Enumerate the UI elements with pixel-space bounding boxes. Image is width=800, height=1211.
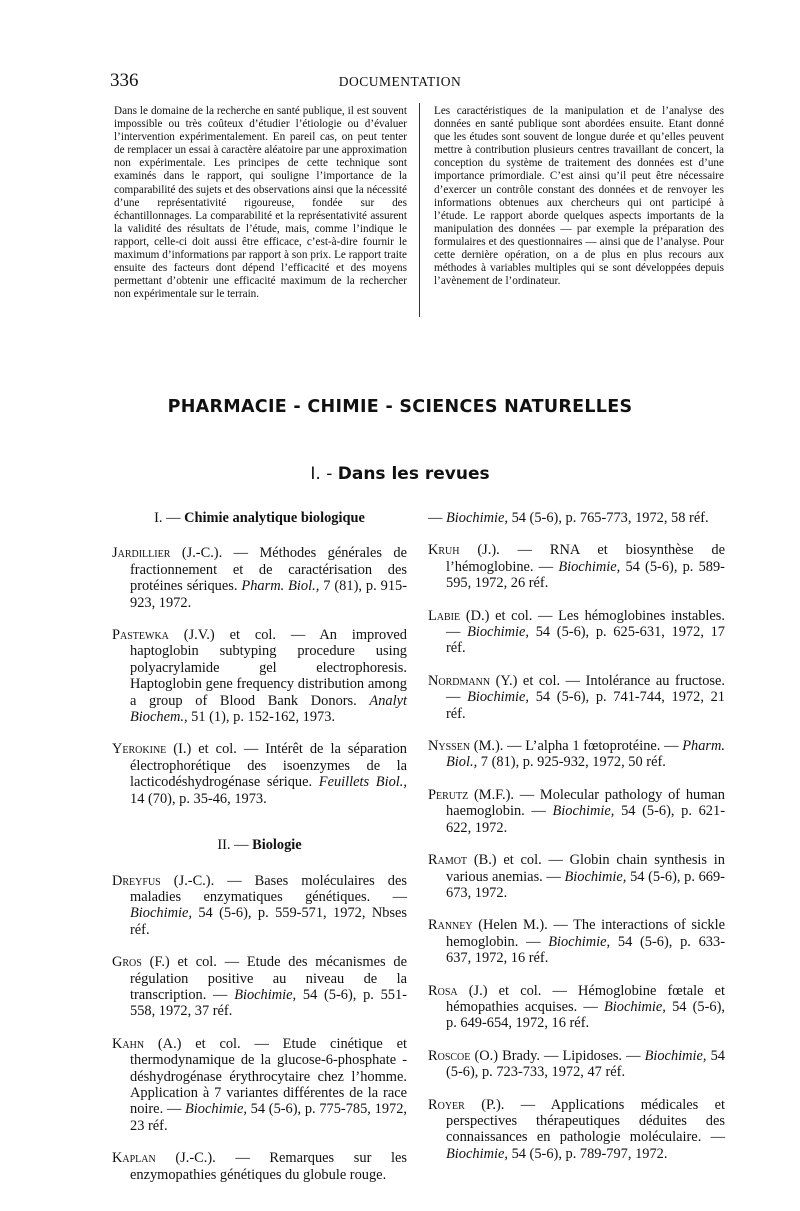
reference-entry: Labie (D.) et col. — Les hémoglobines instables. — Biochimie, 54 (5-6), p. 625-631, 1972, 17 réf. [428,607,725,657]
running-title: DOCUMENTATION [338,74,462,89]
reference-entry: Nyssen (M.). — L’alpha 1 fœtoprotéine. — Pharm. Biol., 7 (81), p. 925-932, 1972, 50 réf. [428,738,725,771]
reference-entry: Kaplan (J.-C.). — Remarques sur les enzymopathies génétiques du globule rouge. [112,1150,407,1183]
abstract-right: Les caractéristiques de la manipulation et de l’analyse des données en santé publique sont abordées ensuite. Etant donné que les études sont souvent de longue durée et qu’elles peuvent mettre à contribution plusieurs centres travaillant de concert, la conception du système de traitement des données est d’une importance primordiale. C’est ainsi qu’il peut être nécessaire d’exercer un contrôle constant des données et de renvoyer les informations obtenues aux chercheurs qui ont participé à l’étude. Le rapport aborde quelques aspects importants de la manipulation des données — par exemple la préparation des formulaires et des questionnaires — ainsi que de l’analyse. Pour cette dernière opération, on a de plus en plus recours aux méthodes à variables multiples qui se sont développées depuis l’avènement de l’ordinateur. [434,105,724,288]
reference-entry: Nordmann (Y.) et col. — Intolérance au fructose. — Biochimie, 54 (5-6), p. 741-744, 1972, 21 réf. [428,672,725,722]
reference-continuation: — Biochimie, 54 (5-6), p. 765-773, 1972, 58 réf. [428,510,709,526]
page-number: 336 [110,70,139,91]
reference-entry: Roscoe (O.) Brady. — Lipidoses. — Biochimie, 54 (5-6), p. 723-733, 1972, 47 réf. [428,1047,725,1081]
reference-entry: Ramot (B.) et col. — Globin chain synthesis in various anemias. — Biochimie, 54 (5-6), p. 669-673, 1972. [428,852,725,901]
reference-entry: Jardillier (J.-C.). — Méthodes générales de fractionnement et de caractérisation des protéines sériques. Pharm. Biol., 7 (81), p. 915-923, 1972. [112,545,408,611]
reference-entry: Gros (F.) et col. — Etude des mécanismes de régulation positive au niveau de la transcription. — Biochimie, 54 (5-6), p. 551-558, 1972, 37 réf. [112,954,407,1020]
heading-chimie-analytique: I. — Chimie analytique biologique [154,510,365,526]
left-column [112,510,407,1199]
reference-entry: Royer (P.). — Applications médicales et perspectives thérapeutiques déduites des connaissances en pathologie moléculaire. — Biochimie, 54 (5-6), p. 789-797, 1972. [428,1096,725,1162]
subsection-label: Dans les revues [337,464,490,484]
right-column [428,510,725,1178]
reference-entry: Rosa (J.) et col. — Hémoglobine fœtale et hémopathies acquises. — Biochimie, 54 (5-6), p. 649-654, 1972, 16 réf. [428,982,726,1032]
reference-entry: Dreyfus (J.-C.). — Bases moléculaires des maladies enzymatiques génétiques. — Biochimie, 54 (5-6), p. 559-571, 1972, Nbses réf. [112,872,407,938]
reference-entry: Yerokine (I.) et col. — Intérêt de la séparation électrophorétique des isoenzymes de la lacticodéshydrogénase sérique. Feuillets Biol., 14 (70), p. 35-46, 1973. [112,741,407,807]
subsection-prefix: I. - [310,464,333,484]
reference-entry: Kruh (J.). — RNA et biosynthèse de l’hémoglobine. — Biochimie, 54 (5-6), p. 589-595, 1972, 26 réf. [428,542,725,592]
subsection-title [0,464,800,484]
reference-entry: Pastewka (J.V.) et col. — An improved haptoglobin subtyping procedure using polyacrylamide gel electrophoresis. Haptoglobin gene frequency distribution among a group of Blood Bank Donors. Analyt Biochem., 51 (1), p. 152-162, 1973. [112,627,407,726]
reference-entry: Ranney (Helen M.). — The interactions of sickle hemoglobin. — Biochimie, 54 (5-6), p. 633-637, 1972, 16 réf. [428,917,725,967]
section-title: PHARMACIE - CHIMIE - SCIENCES NATURELLES [167,397,633,417]
reference-entry: Perutz (M.F.). — Molecular pathology of human haemoglobin. — Biochimie, 54 (5-6), p. 621-622, 1972. [428,786,725,836]
abstract-left: Dans le domaine de la recherche en santé publique, il est souvent impossible ou très coûteux d’étudier l’étiologie ou d’évaluer l’intervention expérimentalement. En pareil cas, on peut tenter de remplacer un essai à caractère aléatoire par une approximation non expérimentale. Les principes de cette technique sont examinés dans le rapport, qui souligne l’importance de la comparabilité des sujets et des observations ainsi que la nécessité d’une représentativité rigoureuse, fondée sur des échantillonnages. La comparabilité et la représentativité assurent la validité des résultats de l’étude, mais, comme l’indique le rapport, celle-ci doit aussi être efficace, c’est-à-dire fournir le maximum d’informations par rapport à son prix. Le rapport traite ensuite des facteurs dont dépend l’efficacité et des moyens permettant d’obtenir une efficacité maximum de la rechercher non expérimentale sur le terrain. [114,105,407,301]
column-divider [419,103,420,317]
reference-entry: Kahn (A.) et col. — Etude cinétique et thermodynamique de la glucose-6-phosphate - déshydrogénase érythrocytaire chez l’homme. Application à 7 variantes différentes de la race noire. — Biochimie, 54 (5-6), p. 775-785, 1972, 23 réf. [112,1035,407,1134]
heading-biologie: II. — Biologie [217,837,302,854]
